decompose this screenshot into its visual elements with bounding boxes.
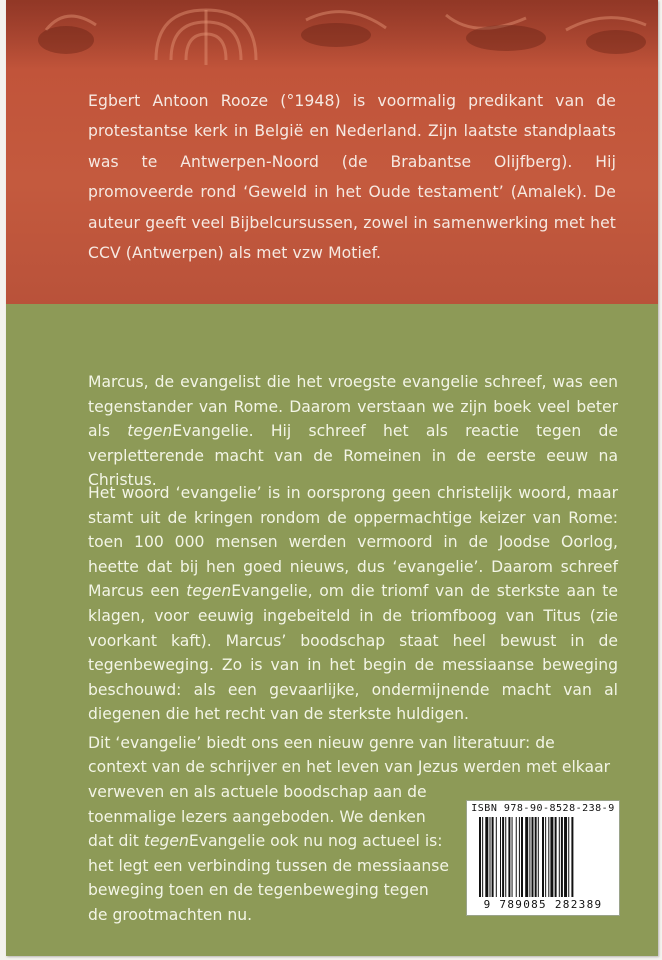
paragraph-1-emphasis: tegen [127, 422, 173, 441]
isbn-barcode [466, 800, 620, 916]
paragraph-2-text-a: Het woord ‘evangelie’ is in oorsprong geen christelijk woord, maar stamt uit de kringen rondom de oppermachtige keizer van Rome: toen 100 000 mensen werden vermoord in de Joodse Oorlog, heette dat bij hen goed nieuws, dus ‘evangelie’. Daarom schreef Marcus een [88, 484, 618, 601]
author-panel [6, 0, 658, 304]
paragraph-3-line: toenmalige lezers aangeboden. We denken [88, 808, 426, 826]
paragraph-3-line [88, 829, 443, 854]
isbn-label: ISBN 978-90-8528-238-9 [471, 803, 615, 814]
paragraph-2-emphasis: tegen [186, 582, 232, 601]
paragraph-3-line: context van de schrijver en het leven van Jezus werden met elkaar [88, 758, 611, 776]
author-bio: Egbert Antoon Rooze (°1948) is voormalig predikant van de protestantse kerk in België en Nederland. Zijn laatste standplaats was te Antwerpen-Noord (de Brabantse Olijfberg). Hij promoveerde rond ‘Geweld in het Oude testament’ (Amalek). De auteur geeft veel Bijbelcursussen, zowel in samenwerking met het CCV (Antwerpen) als met vzw Motief. [88, 92, 616, 263]
paragraph-3-line: Dit ‘evangelie’ biedt ons een nieuw genre van literatuur: de [88, 734, 555, 752]
barcode-digits: 9 789085 282389 [483, 898, 603, 911]
relief-illustration [6, 0, 658, 70]
menorah-relief-icon [6, 0, 658, 70]
paragraph-3-emphasis: tegen [143, 832, 189, 850]
paragraph-1-text-b: Evangelie. Hij schreef het als reactie tegen de verpletterende macht van de Romeinen in de eerste eeuw na Christus. [88, 422, 618, 490]
paragraph-3-text-a: dat dit [88, 832, 144, 850]
description-paragraph-1 [88, 370, 618, 493]
paragraph-2-text-b: Evangelie, om die triomf van de sterkste aan te klagen, voor eeuwig ingebeiteld in de triomfboog van Titus (zie voorkant kaft). Marcus’ boodschap staat heel bewust in de tegenbeweging. Zo is van in het begin de messiaanse beweging beschouwd: als een gevaarlijke, ondermijnende macht van al diegenen die het recht van de sterkste huldigen. [88, 582, 618, 724]
back-cover [6, 0, 658, 956]
barcode-bars-icon [479, 817, 607, 897]
paragraph-1-text-a: Marcus, de evangelist die het vroegste evangelie schreef, was een tegenstander van Rome. Daarom verstaan we zijn boek veel beter als [88, 373, 618, 441]
description-paragraph-2 [88, 481, 618, 727]
paragraph-3-line: beweging toen en de tegenbeweging tegen [88, 881, 429, 899]
paragraph-3-line: de grootmachten nu. [88, 906, 253, 924]
paragraph-3-line: het legt een verbinding tussen de messiaanse [88, 857, 449, 875]
paragraph-3-text-b: Evangelie ook nu nog actueel is: [188, 832, 443, 850]
paragraph-3-line: verweven en als actuele boodschap aan de [88, 783, 427, 801]
